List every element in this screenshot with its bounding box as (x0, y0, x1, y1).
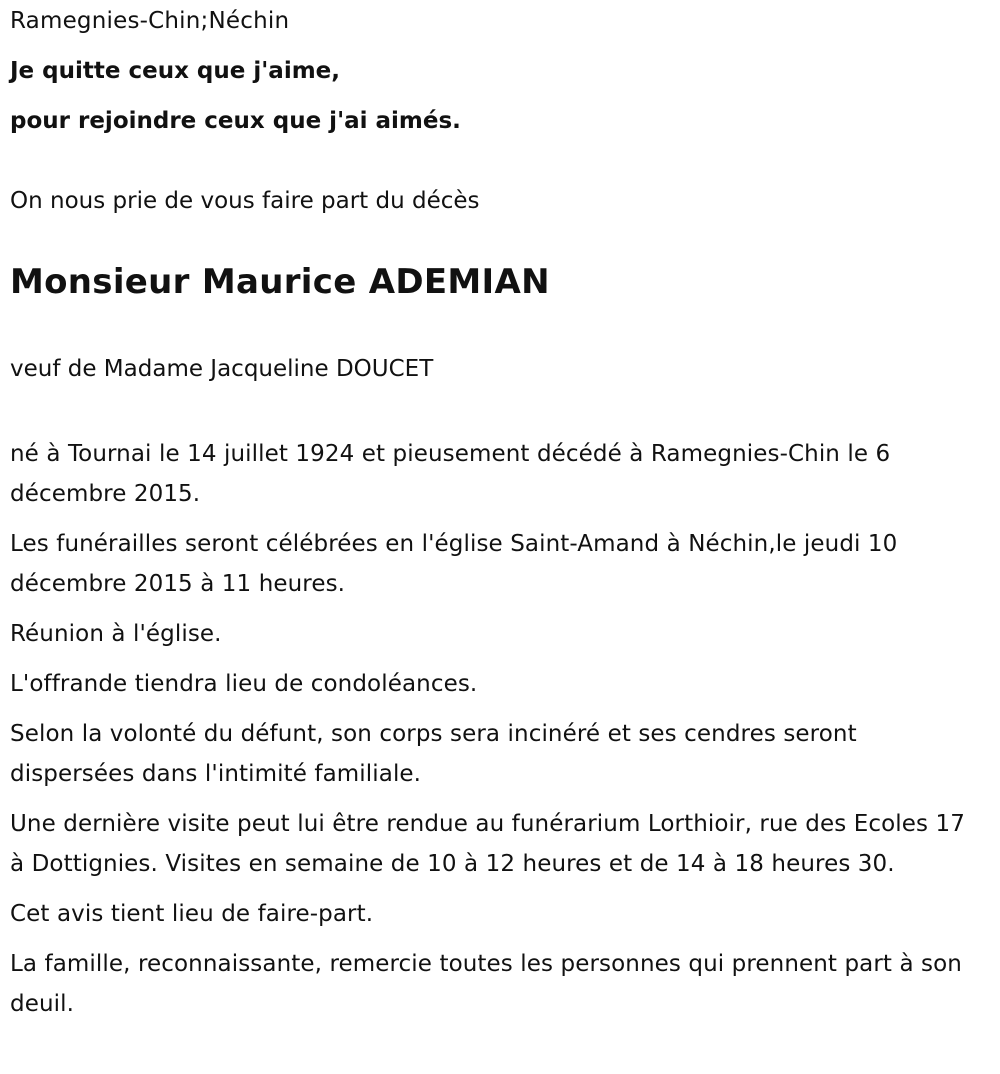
notice-body (10, 434, 985, 1034)
intro-text: On nous prie de vous faire part du décès (10, 188, 480, 214)
quote-line-1: Je quitte ceux que j'aime, (10, 58, 341, 84)
offering-paragraph: L'offrande tiendra lieu de condoléances. (10, 671, 478, 697)
widow-of-text: veuf de Madame Jacqueline DOUCET (10, 356, 434, 382)
deceased-name: Monsieur Maurice ADEMIAN (10, 262, 550, 302)
visit-paragraph: Une dernière visite peut lui être rendue au funérarium Lorthioir, rue des Ecoles 17 à Dottignies. Visites en semaine de 10 à 12 heures et de 14 à 18 heures 30. (10, 811, 966, 877)
quote-line-2: pour rejoindre ceux que j'ai aimés. (10, 108, 461, 134)
meeting-paragraph: Réunion à l'église. (10, 621, 222, 647)
funeral-paragraph: Les funérailles seront célébrées en l'église Saint-Amand à Néchin,le jeudi 10 décembre 2015 à 11 heures. (10, 531, 898, 597)
cremation-paragraph: Selon la volonté du défunt, son corps sera inciné​ré et ses cendres seront dispersées dans l'intimité familiale. (10, 721, 857, 787)
location-header: Ramegnies-Chin;Néchin (10, 8, 290, 34)
birth-death-paragraph: né à Tournai le 14 juillet 1924 et pieusement décédé à Ramegnies-Chin le 6 décembre 2015. (10, 441, 891, 507)
thanks-paragraph: La famille, reconnaissante, remercie toutes les personnes qui prennent part à son deuil. (10, 951, 962, 1017)
notice-paragraph: Cet avis tient lieu de faire-part. (10, 901, 374, 927)
